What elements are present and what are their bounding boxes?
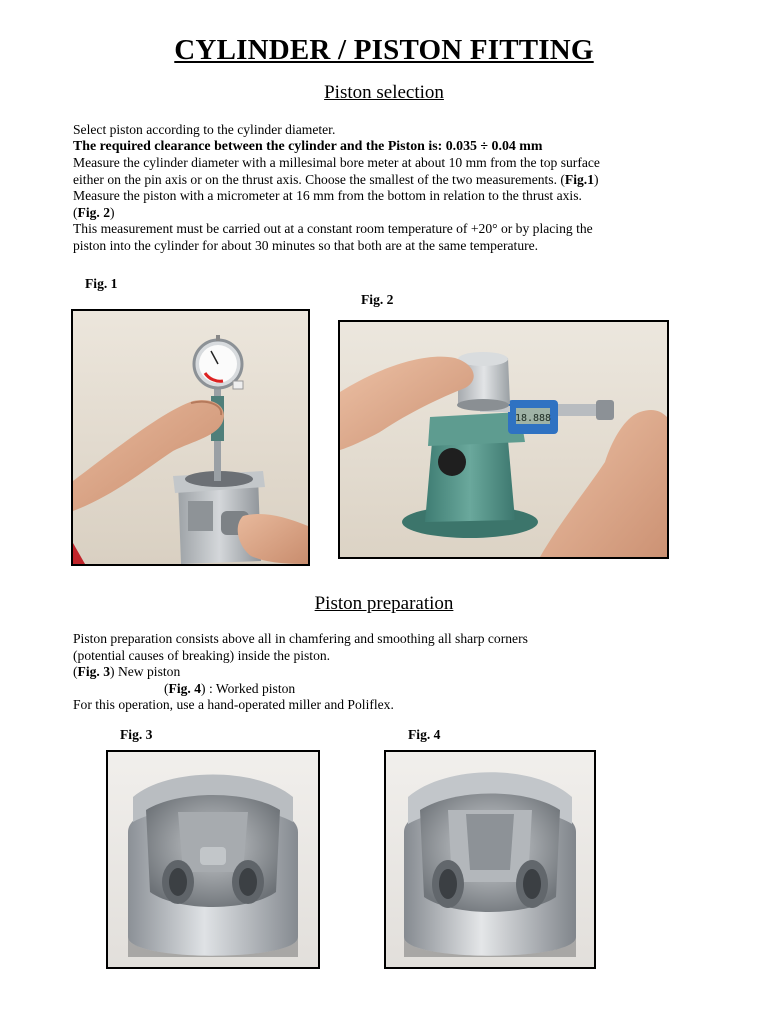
text-span: ) [110,204,115,220]
fig1-photo-bore-gauge [71,309,310,566]
section-heading-piston-selection: Piston selection [324,82,444,103]
text-span: ( [73,664,78,679]
text-line [73,172,713,189]
micrometer-illustration [340,322,667,557]
bore-gauge-illustration [73,311,308,564]
text-span: either on the pin axis or on the thrust axis. Choose the smallest of the two measurements. ( [73,171,565,187]
text-span: ( [164,680,169,696]
fig-ref: Fig.1 [564,171,594,187]
text-line: Measure the cylinder diameter with a millesimal bore meter at about 10 mm from the top surface [73,155,600,170]
text-line: Piston preparation consists above all in chamfering and smoothing all sharp corners [73,631,528,646]
text-line [73,205,713,222]
text-line: Select piston according to the cylinder diameter. [73,122,336,137]
micrometer-readout: 18.888 [514,413,552,424]
worked-piston-illustration [386,752,594,967]
text-span: ) New piston [110,664,181,679]
fig3-photo-new-piston [106,750,320,969]
piston-preparation-text [73,631,713,714]
fig3-label: Fig. 3 [120,727,153,742]
fig4-label: Fig. 4 [408,727,441,742]
page-title: CYLINDER / PISTON FITTING [174,34,594,66]
section-heading-piston-preparation: Piston preparation [314,593,454,614]
piston-selection-text [73,122,713,254]
clearance-spec: The required clearance between the cylinder and the Piston is: 0.035 ÷ 0.04 mm [73,138,543,154]
text-span: ) [594,171,599,187]
text-line [73,664,713,681]
text-span: ( [73,204,78,220]
fig2-label: Fig. 2 [361,292,394,307]
fig2-photo-micrometer [338,320,669,559]
text-line: For this operation, use a hand-operated miller and Poliflex. [73,697,394,712]
fig-ref: Fig. 3 [77,664,111,679]
fig1-label: Fig. 1 [85,276,118,291]
text-line: This measurement must be carried out at a constant room temperature of +20° or by placing the [73,221,593,236]
fig4-photo-worked-piston [384,750,596,969]
fig-ref: Fig. 4 [168,680,202,696]
text-line: piston into the cylinder for about 30 minutes so that both are at the same temperature. [73,237,539,253]
text-line [73,681,713,698]
new-piston-illustration [108,752,318,967]
fig-ref: Fig. 2 [77,204,111,220]
text-line: Measure the piston with a micrometer at 16 mm from the bottom in relation to the thrust axis. [73,188,582,203]
text-line: (potential causes of breaking) inside the piston. [73,647,331,663]
text-span: ) : Worked piston [201,680,296,696]
